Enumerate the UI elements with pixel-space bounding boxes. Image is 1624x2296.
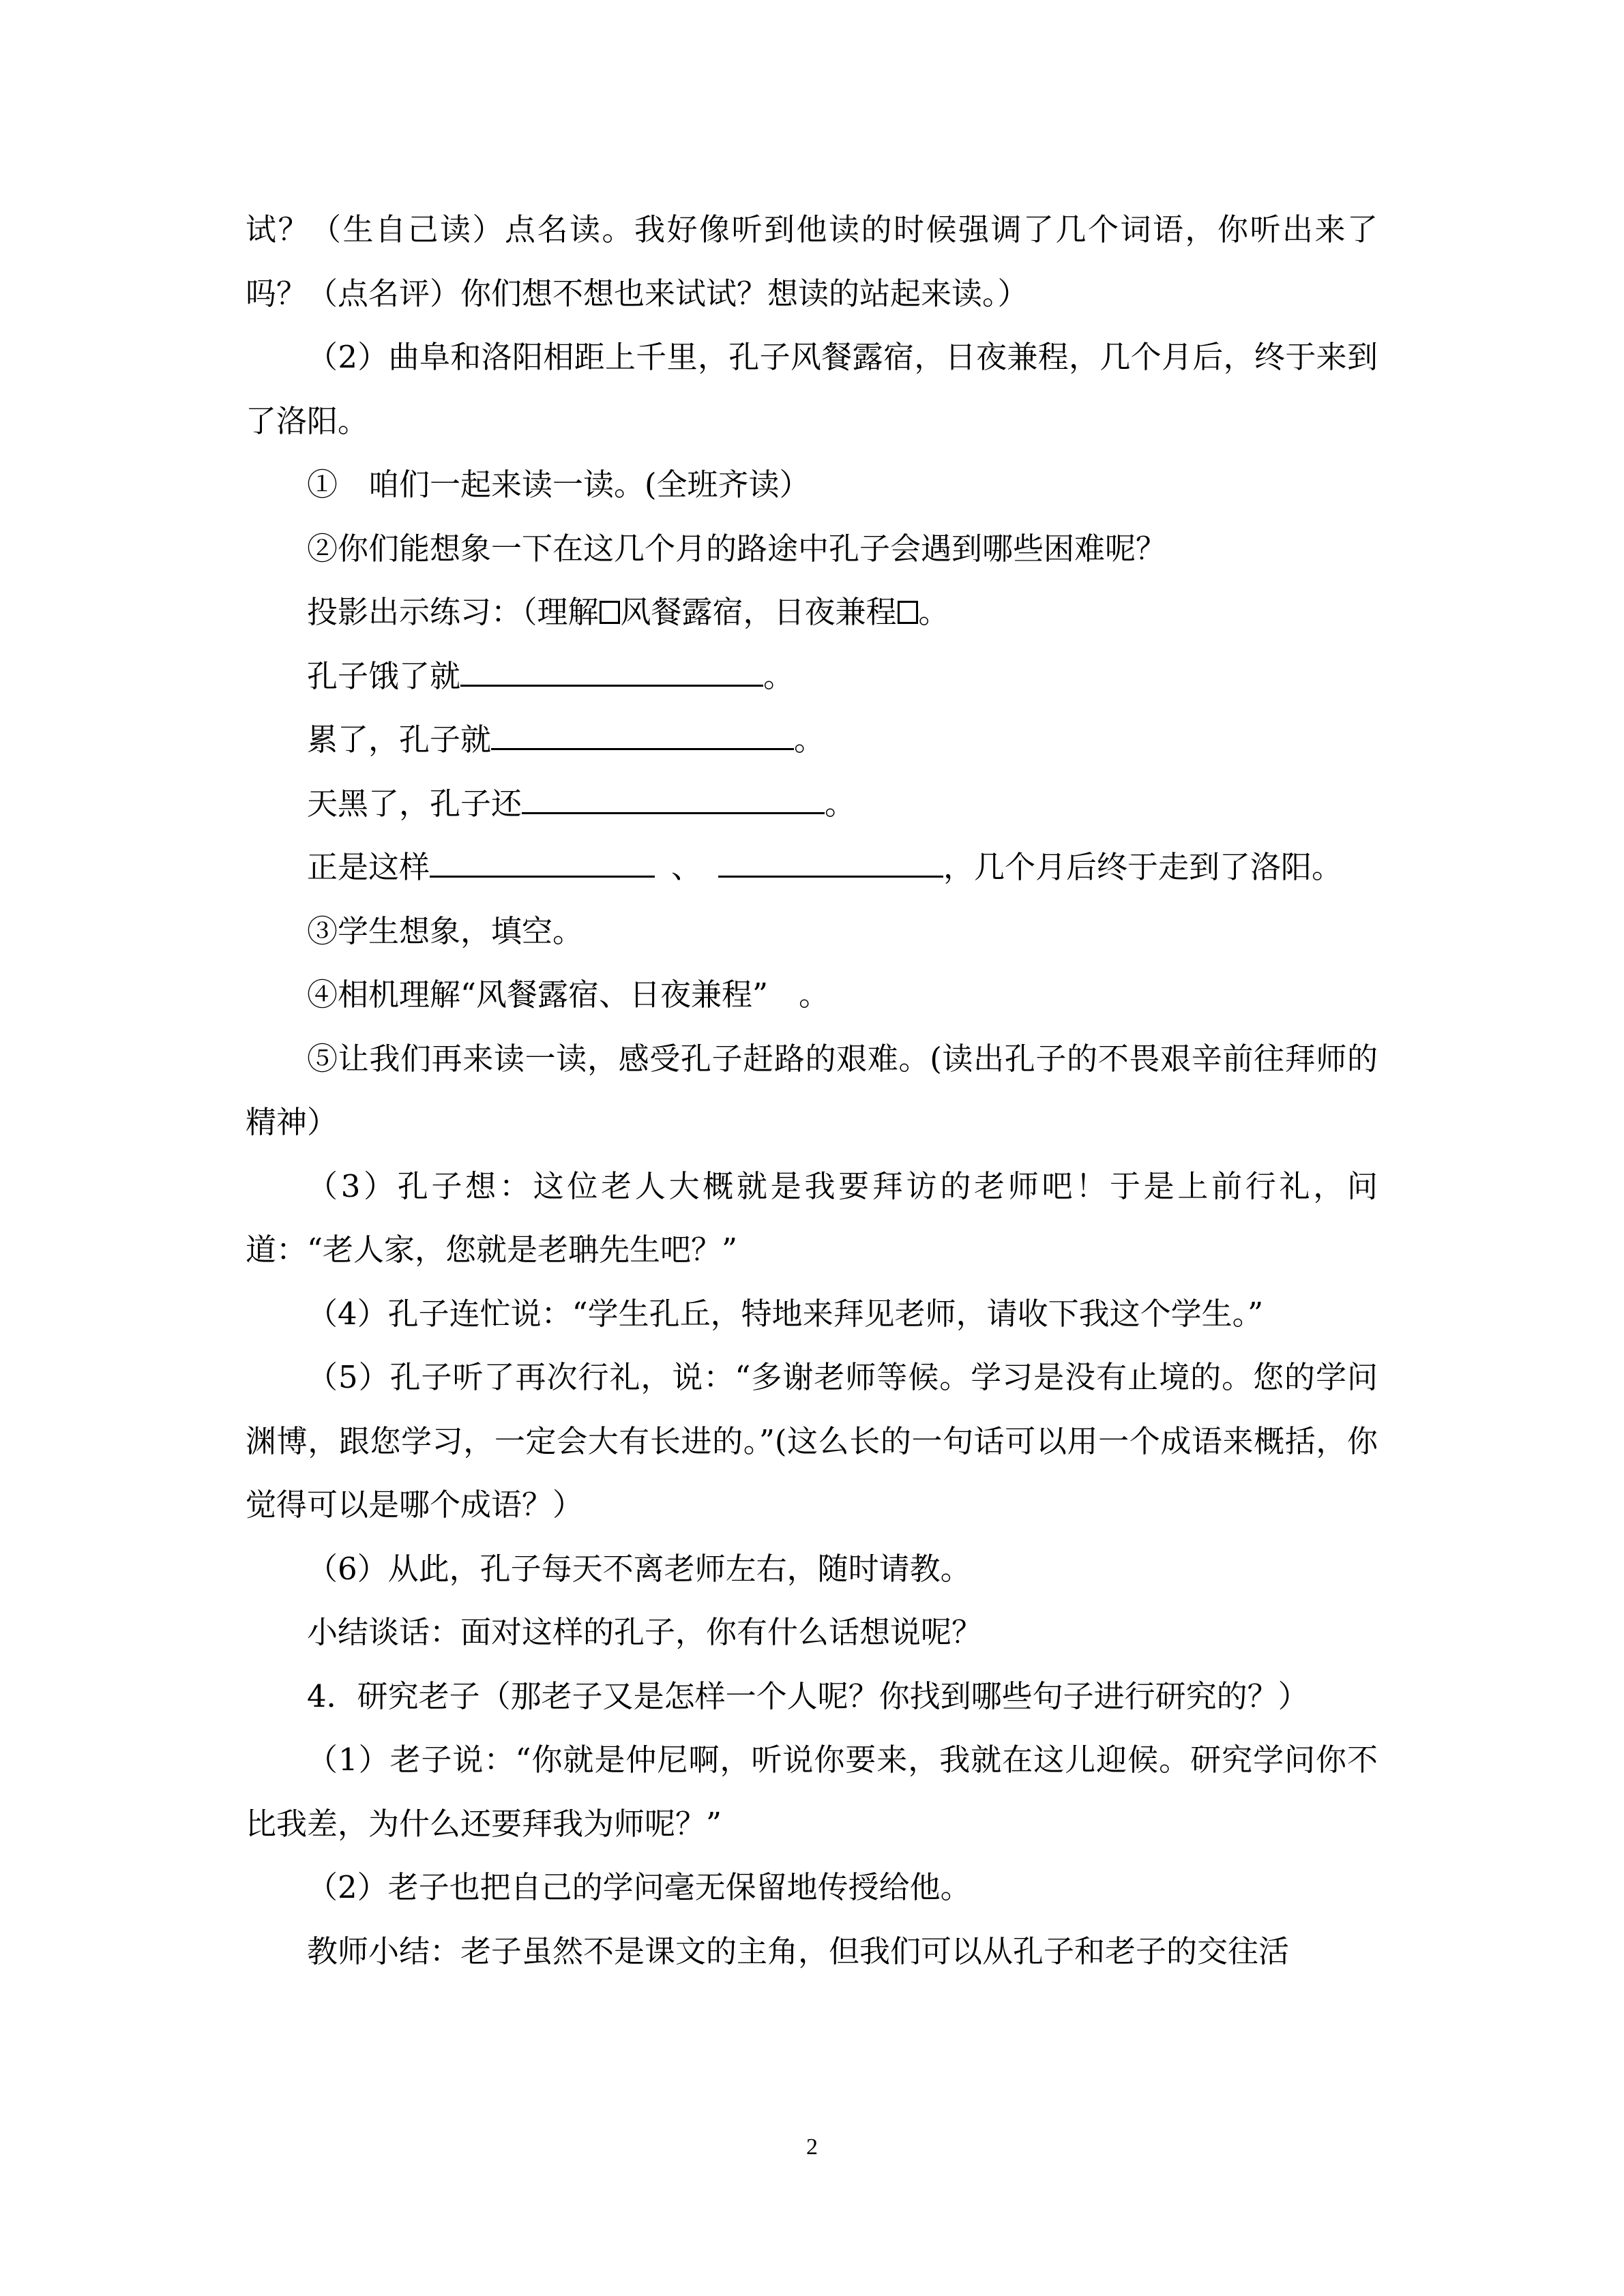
paragraph: 小结谈话：面对这样的孔子，你有什么话想说呢？ (307, 1614, 983, 1650)
exercise-intro (246, 580, 1378, 644)
paragraph: ③学生想象，填空。 (307, 912, 584, 949)
exercise-intro-text: 投影出示练习：（理解 (307, 594, 599, 630)
paragraph: ⑤让我们再来读一读，感受孔子赶路的艰难。(读出孔子的不畏艰辛前往拜师的精神） (246, 1040, 1378, 1140)
fill-blank[interactable] (718, 839, 943, 878)
paragraph: （5）孔子听了再次行礼，说：“多谢老师等候。学习是没有止境的。您的学问渊博，跟您学习，一定会大有长进的。”(这么长的一句话可以用一个成语来概括，你觉得可以是哪个成语？） (246, 1359, 1378, 1523)
paragraph: （2）老子也把自己的学问毫无保留地传授给他。 (307, 1869, 971, 1905)
fill-blank[interactable] (491, 711, 794, 750)
fill-blank[interactable] (460, 648, 763, 687)
fill-blank-prompt: 正是这样 (307, 849, 430, 885)
missing-glyph-box-icon (600, 601, 620, 624)
exercise-intro-term: 风餐露宿，日夜兼程 (620, 594, 897, 630)
fill-blank-end: 。 (825, 785, 856, 822)
fill-blank-end: ，几个月后终于走到了洛阳。 (943, 849, 1343, 885)
paragraph: 试？（生自己读）点名读。我好像听到他读的时候强调了几个词语，你听出来了吗？（点名评）你们想不想也来试试？想读的站起来读。） (246, 211, 1378, 312)
fill-blank-line (246, 835, 1378, 899)
paragraph: （4）孔子连忙说：“学生孔丘，特地来拜见老师，请收下我这个学生。” (307, 1295, 1264, 1332)
missing-glyph-box-icon (898, 601, 918, 624)
fill-blank-prompt: 累了，孔子就 (307, 721, 492, 758)
paragraph: ④相机理解“风餐露宿、日夜兼程” 。 (307, 976, 830, 1013)
fill-blank-line (246, 708, 1378, 772)
fill-blank-separator: 、 (671, 849, 703, 885)
paragraph: （2）曲阜和洛阳相距上千里，孔子风餐露宿，日夜兼程，几个月后，终于来到了洛阳。 (246, 339, 1378, 439)
paragraph: （3）孔子想：这位老人大概就是我要拜访的老师吧！于是上前行礼，问道：“老人家，您就是老聃先生吧？” (246, 1167, 1378, 1268)
paragraph: ① 咱们一起来读一读。(全班齐读） (307, 466, 810, 503)
exercise-intro-end: 。 (918, 594, 949, 630)
page-number: 2 (806, 2134, 818, 2160)
paragraph: （1）老子说：“你就是仲尼啊，听说你要来，我就在这儿迎候。研究学问你不比我差，为什么还要拜我为师呢？” (246, 1742, 1378, 1842)
paragraph: ②你们能想象一下在这几个月的路途中孔子会遇到哪些困难呢？ (307, 530, 1167, 567)
paragraph: 教师小结：老子虽然不是课文的主角，但我们可以从孔子和老子的交往活 (307, 1933, 1290, 1969)
fill-blank-prompt: 天黑了，孔子还 (307, 785, 522, 822)
fill-blank-prompt: 孔子饿了就 (307, 657, 461, 694)
fill-blank-line (246, 644, 1378, 709)
fill-blank-end: 。 (763, 657, 795, 694)
fill-blank-end: 。 (794, 721, 825, 758)
paragraph: 4．研究老子（那老子又是怎样一个人呢？你找到哪些句子进行研究的？） (307, 1678, 1309, 1714)
document-body (246, 198, 1378, 1983)
fill-blank-line (246, 772, 1378, 836)
fill-blank[interactable] (430, 839, 655, 878)
fill-blank[interactable] (522, 775, 825, 814)
paragraph: （6）从此，孔子每天不离老师左右，随时请教。 (307, 1550, 971, 1587)
